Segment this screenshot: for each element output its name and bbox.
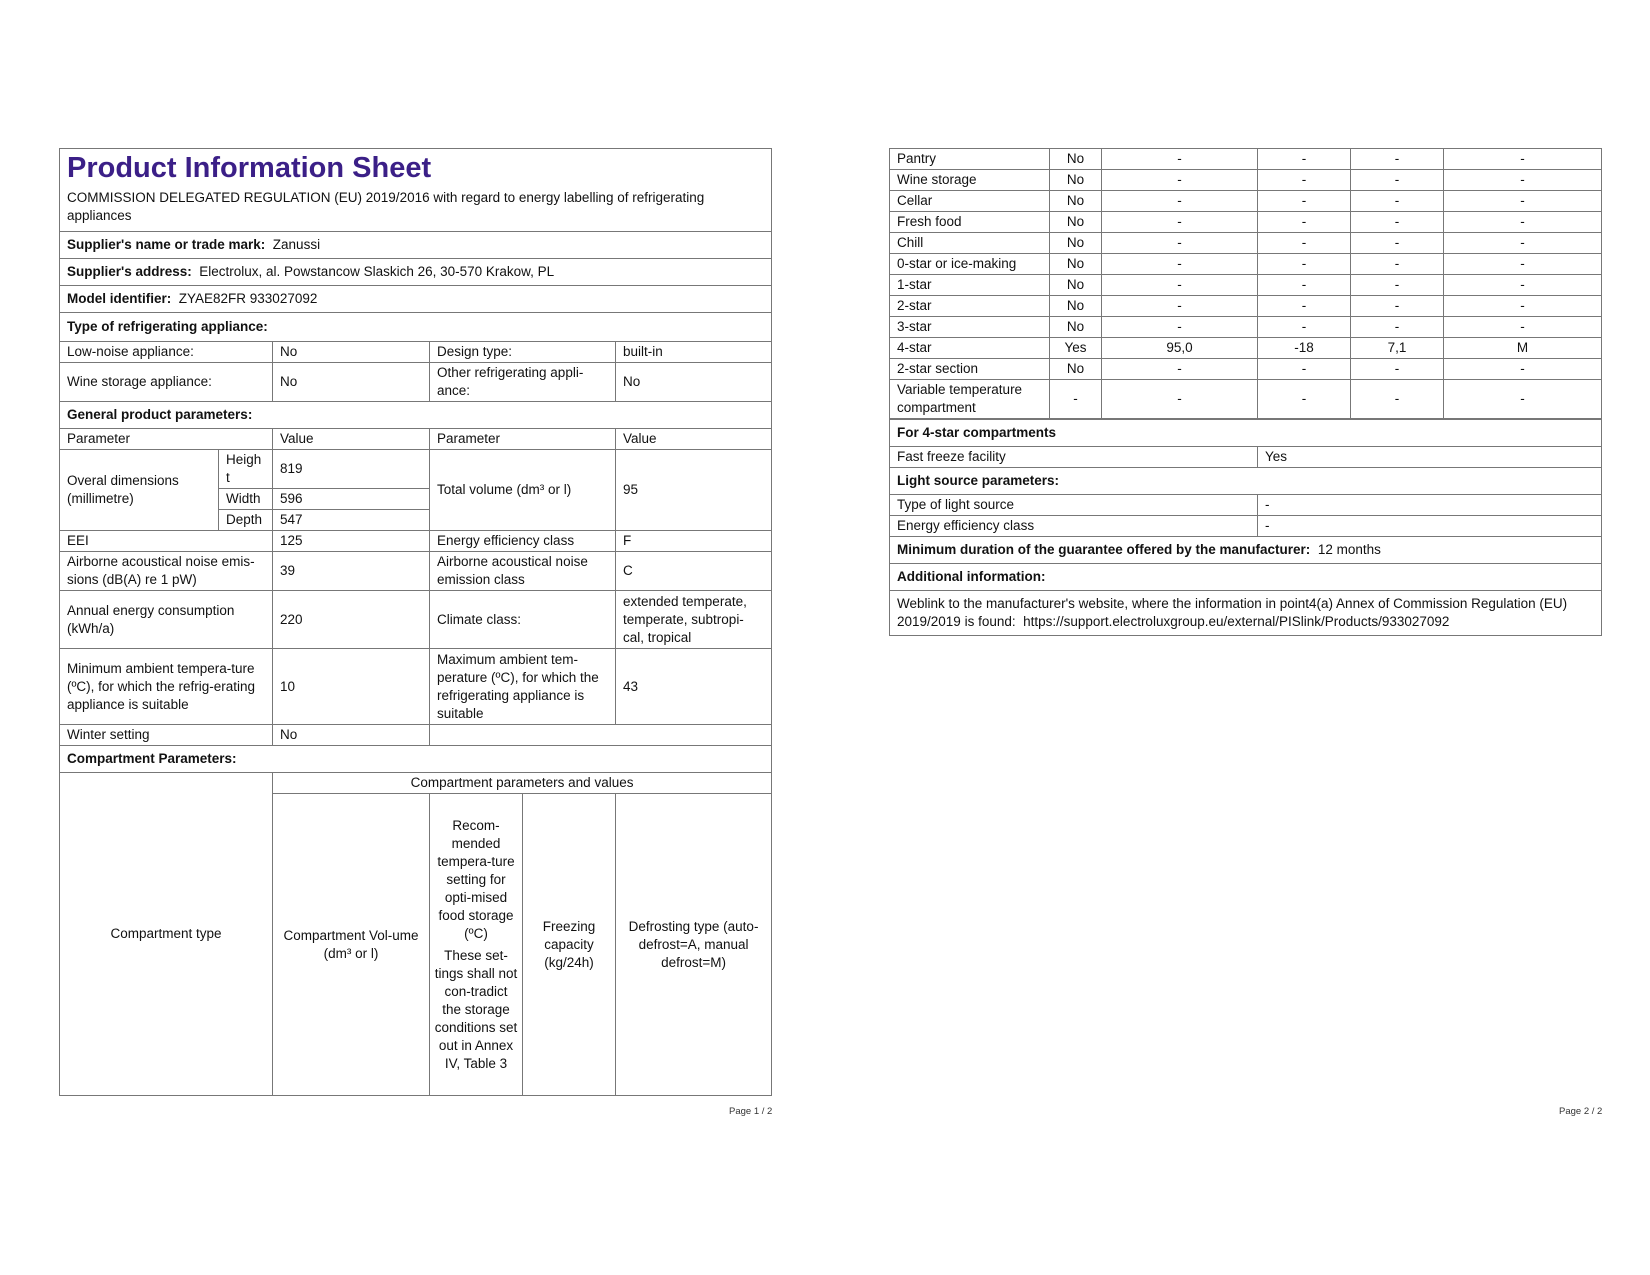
light-class-label: Energy efficiency class — [890, 516, 1258, 537]
compartment-name: 4-star — [890, 338, 1050, 359]
compartment-volume: - — [1102, 191, 1258, 212]
compartment-freezing: 7,1 — [1351, 338, 1444, 359]
compartment-volume: - — [1102, 254, 1258, 275]
annual-energy-label: Annual energy consumption (kWh/a) — [60, 591, 273, 649]
guarantee-row — [890, 537, 1602, 564]
compartment-row — [890, 254, 1602, 275]
page-2-footer: Page 2 / 2 — [1559, 1106, 1603, 1117]
recommended-temp-note: These set-tings shall not con-tradict the storage conditions set out in Annex IV, Table 3 — [434, 947, 518, 1071]
total-volume-label: Total volume (dm³ or l) — [430, 450, 616, 531]
compartment-defrost: - — [1444, 212, 1602, 233]
type-heading: Type of refrigerating appliance: — [60, 313, 772, 342]
noise-value: 39 — [273, 552, 430, 591]
other-appliance-label: Other refrigerating appli-ance: — [430, 363, 616, 402]
compartment-present: No — [1050, 296, 1102, 317]
compartment-name: Fresh food — [890, 212, 1050, 233]
compartment-row — [890, 317, 1602, 338]
compartment-present: No — [1050, 212, 1102, 233]
four-star-heading: For 4-star compartments — [890, 420, 1602, 447]
compartment-freezing: - — [1351, 191, 1444, 212]
address-label: Supplier's address: — [67, 264, 192, 279]
compartment-temp: - — [1258, 296, 1351, 317]
energy-class-value: F — [616, 531, 772, 552]
compartment-name: 3-star — [890, 317, 1050, 338]
compartment-volume: 95,0 — [1102, 338, 1258, 359]
compartment-freezing: - — [1351, 359, 1444, 380]
compartment-freezing: - — [1351, 170, 1444, 191]
fast-freeze-label: Fast freeze facility — [890, 447, 1258, 468]
page-1 — [59, 148, 771, 1096]
annual-energy-value: 220 — [273, 591, 430, 649]
compartment-temp: - — [1258, 233, 1351, 254]
compartment-freezing: - — [1351, 212, 1444, 233]
compartment-temp: - — [1258, 212, 1351, 233]
compartment-defrost: - — [1444, 359, 1602, 380]
recommended-temp-text: Recom-mended tempera-ture setting for opti-mised food storage (ºC) — [437, 817, 515, 941]
compartment-defrost: - — [1444, 170, 1602, 191]
winter-setting-label: Winter setting — [60, 725, 273, 746]
compartment-name: Variable temperature compartment — [890, 380, 1050, 419]
product-info-table — [59, 148, 772, 1096]
compartment-row — [890, 191, 1602, 212]
compartment-present: No — [1050, 149, 1102, 170]
general-heading: General product parameters: — [60, 402, 772, 429]
compartment-params-header: Compartment parameters and values — [273, 773, 772, 794]
compartment-volume: - — [1102, 170, 1258, 191]
min-temp-value: 10 — [273, 649, 430, 725]
light-type-value: - — [1258, 495, 1602, 516]
compartment-defrost: - — [1444, 254, 1602, 275]
height-label: Height — [219, 450, 273, 489]
compartment-present: - — [1050, 380, 1102, 419]
compartment-name: Wine storage — [890, 170, 1050, 191]
low-noise-value: No — [273, 342, 430, 363]
min-temp-label: Minimum ambient tempera-ture (ºC), for which the refrig-erating appliance is suitable — [60, 649, 273, 725]
regulation-text: COMMISSION DELEGATED REGULATION (EU) 2019/2016 with regard to energy labelling of refrigerating appliances — [67, 190, 705, 223]
total-volume-value: 95 — [616, 450, 772, 531]
design-type-label: Design type: — [430, 342, 616, 363]
winter-setting-value: No — [273, 725, 430, 746]
page-title: Product Information Sheet — [67, 152, 432, 184]
noise-label: Airborne acoustical noise emis-sions (dB(A) re 1 pW) — [60, 552, 273, 591]
model-label: Model identifier: — [67, 291, 172, 306]
compartment-rows — [890, 149, 1602, 419]
address-value: Electrolux, al. Powstancow Slaskich 26, 30-570 Krakow, PL — [199, 264, 555, 279]
fast-freeze-value: Yes — [1258, 447, 1602, 468]
compartment-present: No — [1050, 275, 1102, 296]
value-header-2: Value — [616, 429, 772, 450]
compartment-temp: -18 — [1258, 338, 1351, 359]
compartment-row — [890, 380, 1602, 419]
climate-class-value: extended temperate, temperate, subtropi-cal, tropical — [616, 591, 772, 649]
light-type-label: Type of light source — [890, 495, 1258, 516]
wine-storage-label: Wine storage appliance: — [60, 363, 273, 402]
compartment-name: Cellar — [890, 191, 1050, 212]
compartment-volume: - — [1102, 275, 1258, 296]
max-temp-value: 43 — [616, 649, 772, 725]
width-value: 596 — [273, 489, 430, 510]
compartment-temp: - — [1258, 149, 1351, 170]
compartment-freezing: - — [1351, 317, 1444, 338]
compartment-volume: - — [1102, 317, 1258, 338]
overall-dimensions-label: Overal dimensions (millimetre) — [60, 450, 219, 531]
compartment-name: 1-star — [890, 275, 1050, 296]
compartment-temp: - — [1258, 317, 1351, 338]
eei-value: 125 — [273, 531, 430, 552]
page-1-footer: Page 1 / 2 — [729, 1106, 773, 1117]
compartment-temp: - — [1258, 380, 1351, 419]
noise-class-value: C — [616, 552, 772, 591]
parameter-header-2: Parameter — [430, 429, 616, 450]
compartment-defrost: - — [1444, 233, 1602, 254]
compartment-temp: - — [1258, 170, 1351, 191]
compartment-name: 2-star — [890, 296, 1050, 317]
compartment-temp: - — [1258, 359, 1351, 380]
height-value: 819 — [273, 450, 430, 489]
compartment-heading: Compartment Parameters: — [60, 746, 772, 773]
recommended-temp-header — [430, 794, 523, 1096]
compartment-freezing: - — [1351, 254, 1444, 275]
page-2 — [889, 148, 1601, 636]
design-type-value: built-in — [616, 342, 772, 363]
additional-info-table — [889, 419, 1602, 636]
parameter-header: Parameter — [60, 429, 273, 450]
compartment-temp: - — [1258, 275, 1351, 296]
compartment-present: No — [1050, 254, 1102, 275]
depth-value: 547 — [273, 510, 430, 531]
compartment-row — [890, 212, 1602, 233]
compartment-defrost: - — [1444, 296, 1602, 317]
max-temp-label: Maximum ambient tem-perature (ºC), for which the refrigerating appliance is suitable — [430, 649, 616, 725]
depth-label: Depth — [219, 510, 273, 531]
compartment-defrost: - — [1444, 317, 1602, 338]
compartment-present: No — [1050, 191, 1102, 212]
compartment-temp: - — [1258, 191, 1351, 212]
compartment-volume: - — [1102, 233, 1258, 254]
climate-class-label: Climate class: — [430, 591, 616, 649]
compartment-name: 2-star section — [890, 359, 1050, 380]
compartment-present: No — [1050, 233, 1102, 254]
model-row — [60, 286, 772, 313]
weblink-url[interactable]: https://support.electroluxgroup.eu/external/PISlink/Products/933027092 — [1023, 614, 1450, 629]
compartment-defrost: - — [1444, 191, 1602, 212]
supplier-row — [60, 232, 772, 259]
compartment-freezing: - — [1351, 380, 1444, 419]
compartment-freezing: - — [1351, 233, 1444, 254]
compartments-table — [889, 148, 1602, 419]
compartment-defrost: - — [1444, 149, 1602, 170]
address-row — [60, 259, 772, 286]
compartment-row — [890, 338, 1602, 359]
compartment-row — [890, 233, 1602, 254]
additional-info-heading: Additional information: — [890, 564, 1602, 591]
compartment-name: 0-star or ice-making — [890, 254, 1050, 275]
noise-class-label: Airborne acoustical noise emission class — [430, 552, 616, 591]
supplier-label: Supplier's name or trade mark: — [67, 237, 266, 252]
compartment-volume: - — [1102, 149, 1258, 170]
compartment-present: Yes — [1050, 338, 1102, 359]
width-label: Width — [219, 489, 273, 510]
compartment-name: Pantry — [890, 149, 1050, 170]
compartment-present: No — [1050, 170, 1102, 191]
light-source-heading: Light source parameters: — [890, 468, 1602, 495]
weblink-text: Weblink to the manufacturer's website, where the information in point4(a) Annex of Commission Regulation (EU) 2019/2019 is found: — [897, 596, 1568, 629]
guarantee-label: Minimum duration of the guarantee offered by the manufacturer: — [897, 542, 1311, 557]
low-noise-label: Low-noise appliance: — [60, 342, 273, 363]
wine-storage-value: No — [273, 363, 430, 402]
compartment-defrost: M — [1444, 338, 1602, 359]
compartment-freezing: - — [1351, 149, 1444, 170]
compartment-volume: - — [1102, 296, 1258, 317]
compartment-type-header: Compartment type — [60, 773, 273, 1096]
energy-class-label: Energy efficiency class — [430, 531, 616, 552]
compartment-name: Chill — [890, 233, 1050, 254]
compartment-volume: - — [1102, 212, 1258, 233]
compartment-volume: - — [1102, 359, 1258, 380]
compartment-freezing: - — [1351, 296, 1444, 317]
winter-empty-cell — [430, 725, 772, 746]
compartment-freezing: - — [1351, 275, 1444, 296]
value-header: Value — [273, 429, 430, 450]
freezing-capacity-header: Freezing capacity (kg/24h) — [523, 794, 616, 1096]
compartment-volume-header: Compartment Vol-ume (dm³ or l) — [273, 794, 430, 1096]
compartment-temp: - — [1258, 254, 1351, 275]
model-value: ZYAE82FR 933027092 — [178, 291, 318, 306]
compartment-defrost: - — [1444, 275, 1602, 296]
compartment-row — [890, 170, 1602, 191]
compartment-present: No — [1050, 317, 1102, 338]
supplier-value: Zanussi — [272, 237, 321, 252]
defrosting-type-header: Defrosting type (auto-defrost=A, manual defrost=M) — [616, 794, 772, 1096]
weblink-row — [890, 591, 1602, 636]
guarantee-value: 12 months — [1317, 542, 1381, 557]
compartment-row — [890, 275, 1602, 296]
compartment-row — [890, 359, 1602, 380]
compartment-volume: - — [1102, 380, 1258, 419]
compartment-row — [890, 149, 1602, 170]
eei-label: EEI — [60, 531, 273, 552]
light-class-value: - — [1258, 516, 1602, 537]
compartment-row — [890, 296, 1602, 317]
compartment-defrost: - — [1444, 380, 1602, 419]
other-appliance-value: No — [616, 363, 772, 402]
compartment-present: No — [1050, 359, 1102, 380]
